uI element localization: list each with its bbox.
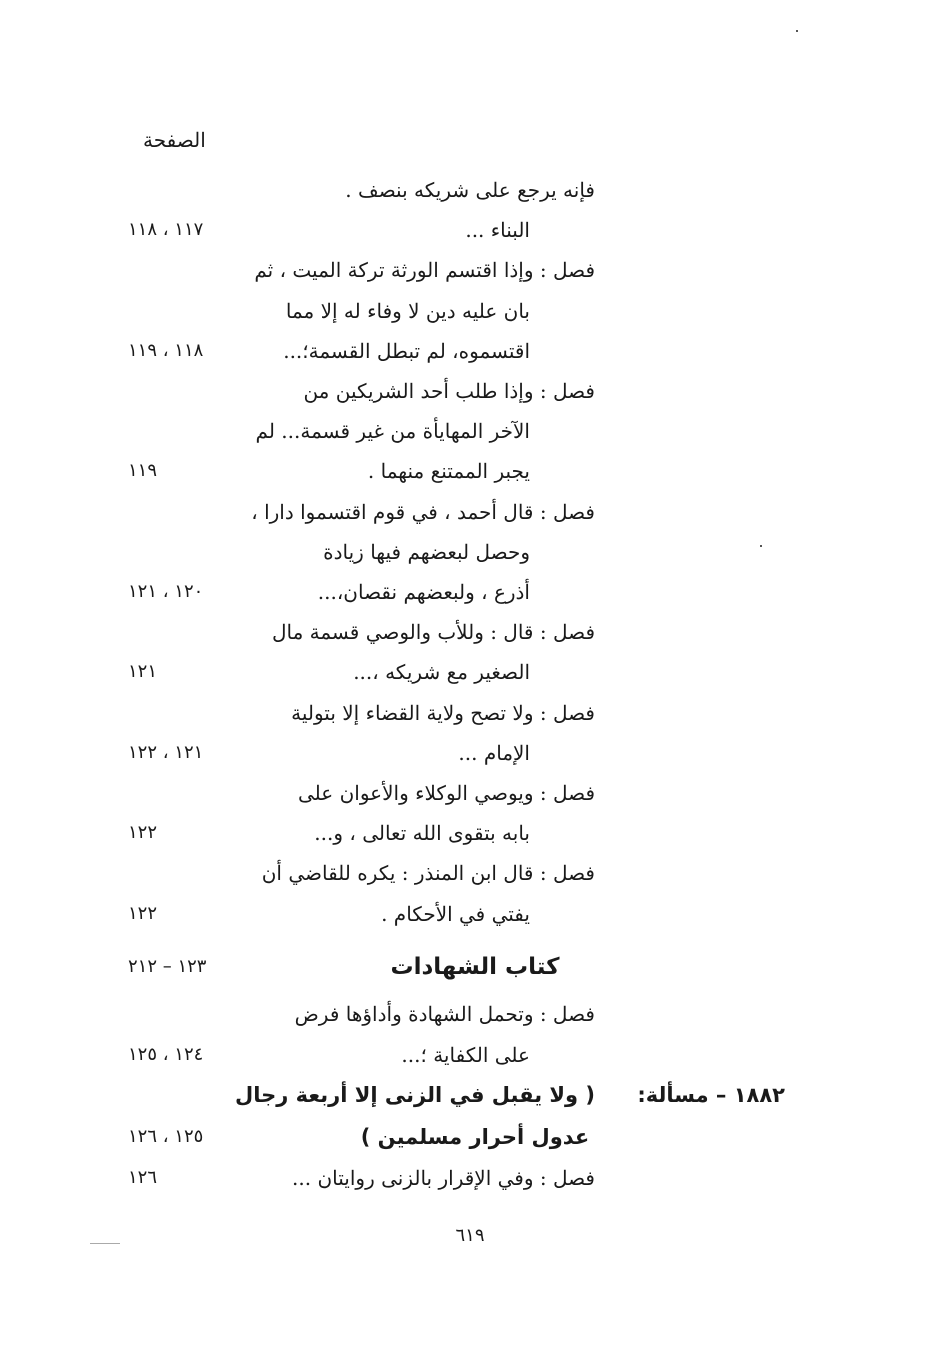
entry-pages: ١٢٢ <box>128 822 158 844</box>
masala-text-1: ( ولا يقبل في الزنى إلا أربعة رجال <box>235 1083 595 1107</box>
index-row <box>0 612 940 652</box>
index-row <box>0 1035 940 1075</box>
index-row <box>0 492 940 532</box>
entry-text: البناء ... <box>465 218 530 243</box>
entry-text: فصل : ولا تصح ولاية القضاء إلا بتولية <box>291 700 595 725</box>
entry-text: الآخر المهايأة من غير قسمة... لم <box>255 419 530 444</box>
entry-pages: ١١٧ ، ١١٨ <box>128 219 204 241</box>
entry-pages: ١١٩ <box>128 460 158 482</box>
last-entry-text: فصل : وفي الإقرار بالزنى روايتان ... <box>292 1166 595 1190</box>
entry-text: وحصل لبعضهم فيها زيادة <box>323 539 530 564</box>
scan-speck <box>796 30 798 32</box>
entry-text: فصل : وإذا اقتسم الورثة تركة الميت ، ثم <box>254 258 595 283</box>
page-column-header: الصفحة <box>143 128 206 152</box>
entry-text: أذرع ، ولبعضهم نقصان،... <box>317 580 530 604</box>
masala-pages: ١٢٥ ، ١٢٦ <box>128 1126 204 1147</box>
scan-speck <box>90 1243 120 1244</box>
entry-pages: ١٢٢ <box>128 902 158 924</box>
entry-text: فصل : قال : وللأب والوصي قسمة مال <box>271 620 595 645</box>
index-row <box>0 451 940 491</box>
entry-text: الإمام ... <box>458 740 530 765</box>
index-row <box>0 773 940 813</box>
index-row <box>0 813 940 853</box>
index-row <box>0 411 940 451</box>
index-row <box>0 250 940 290</box>
scan-speck <box>760 545 762 547</box>
entry-text: فصل : قال أحمد ، في قوم اقتسموا دارا ، <box>251 499 595 524</box>
masala-number: ١٨٨٢ – مسألة: <box>637 1083 785 1107</box>
last-entry-pages: ١٢٦ <box>128 1167 158 1188</box>
last-entry-row <box>0 1158 940 1198</box>
index-row <box>0 733 940 773</box>
book-heading: كتاب الشهادات <box>390 954 560 980</box>
book-heading-row <box>0 947 940 987</box>
masala-text-2: عدول أحرار مسلمين ) <box>360 1125 590 1149</box>
index-row <box>0 210 940 250</box>
index-row <box>0 331 940 371</box>
entry-text: فصل : وتحمل الشهادة وأداؤها فرض <box>294 1002 595 1026</box>
index-row <box>0 572 940 612</box>
entry-text: يجبر الممتنع منهما . <box>367 459 530 484</box>
entry-text: فإنه يرجع على شريكه بنصف . <box>345 178 595 202</box>
index-row <box>0 170 940 210</box>
entry-pages: ١٢١ <box>128 661 158 683</box>
entry-pages: ١٢٤ ، ١٢٥ <box>128 1043 204 1065</box>
entry-pages: ١١٨ ، ١١٩ <box>128 339 204 361</box>
index-row <box>0 693 940 733</box>
entry-text: فصل : ويوصي الوكلاء والأعوان على <box>298 781 595 805</box>
entry-text: على الكفاية ؛... <box>401 1042 530 1067</box>
page-number: ٦١٩ <box>455 1225 485 1246</box>
index-row <box>0 532 940 572</box>
entry-text: فصل : قال ابن المنذر : يكره للقاضي أن <box>261 861 595 886</box>
entry-text: فصل : وإذا طلب أحد الشريكين من <box>303 379 595 403</box>
index-row <box>0 994 940 1034</box>
masala-row-1 <box>0 1075 940 1115</box>
entry-text: اقتسموه، لم تبطل القسمة؛... <box>283 338 530 363</box>
entry-pages: ١٢٠ ، ١٢١ <box>128 581 204 602</box>
index-row <box>0 371 940 411</box>
entry-text: الصغير مع شريكه ،... <box>353 660 530 685</box>
index-row <box>0 894 940 934</box>
index-row <box>0 291 940 331</box>
entry-text: بان عليه دين لا وفاء له إلا مما <box>285 298 530 323</box>
masala-row-2 <box>0 1117 940 1157</box>
index-row <box>0 853 940 893</box>
index-row <box>0 652 940 692</box>
entry-pages: ١٢١ ، ١٢٢ <box>128 741 204 763</box>
entry-text: يفتي في الأحكام . <box>381 901 530 926</box>
entry-text: بابه بتقوى الله تعالى ، و... <box>314 821 530 846</box>
book-heading-pages: ١٢٣ – ٢١٢ <box>128 956 207 977</box>
